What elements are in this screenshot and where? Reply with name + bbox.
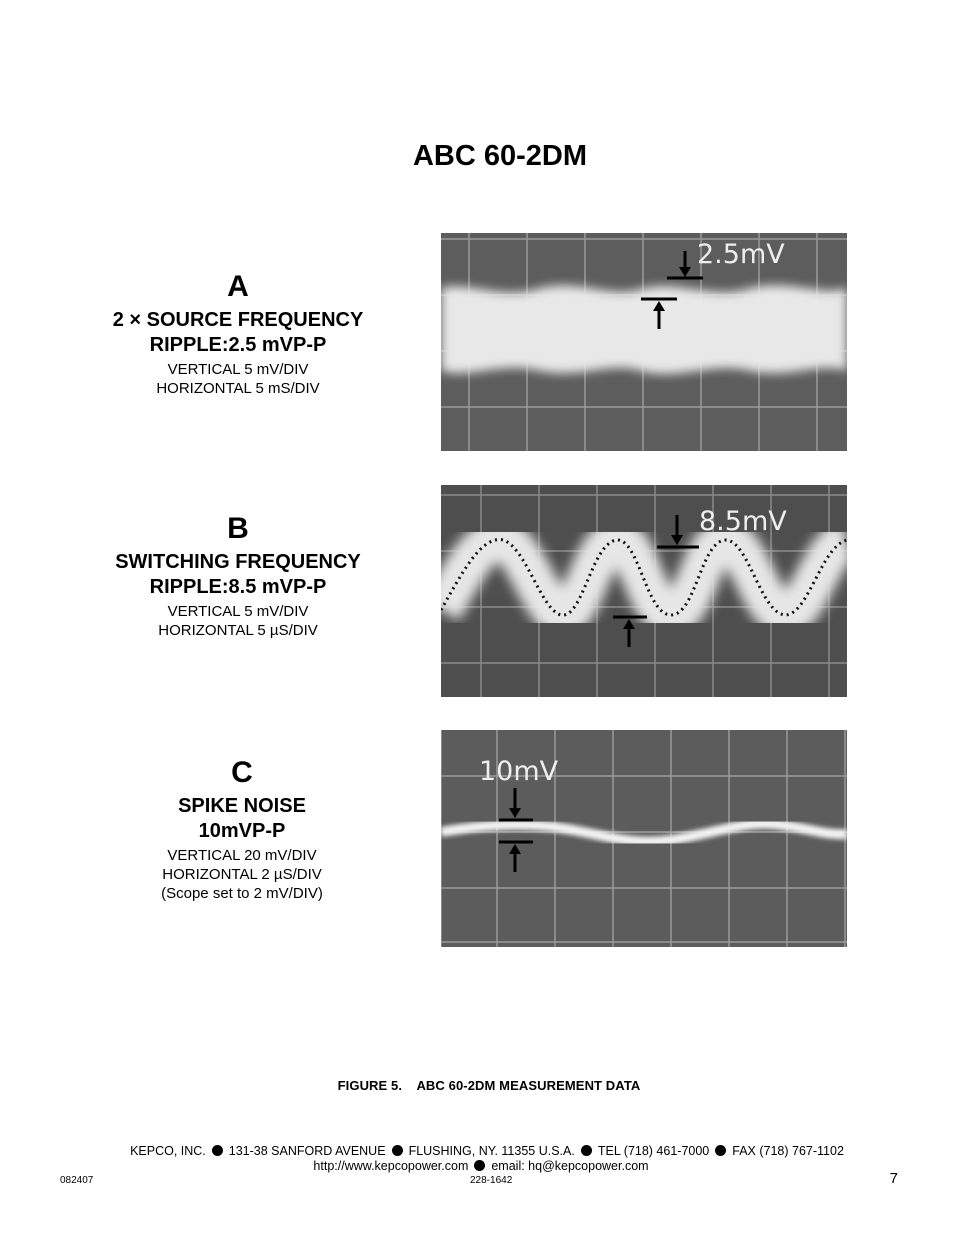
horizontal-scale: HORIZONTAL 2 µS/DIV (162, 866, 322, 883)
vertical-scale: VERTICAL 20 mV/DIV (167, 847, 317, 864)
panel-heading: SPIKE NOISE (178, 795, 306, 817)
figure-caption: FIGURE 5. ABC 60-2DM MEASUREMENT DATA (337, 1078, 641, 1093)
panel-heading: 10mVP-P (198, 820, 286, 842)
company-name: KEPCO, INC. (130, 1144, 206, 1158)
horizontal-scale: HORIZONTAL 5 µS/DIV (158, 622, 318, 639)
scope-setting-note: (Scope set to 2 mV/DIV) (161, 885, 323, 902)
email-link[interactable]: email: hq@kepcopower.com (491, 1159, 649, 1173)
vertical-scale: VERTICAL 5 mV/DIV (167, 603, 309, 620)
panel-letter: C (231, 756, 253, 789)
panel-heading: 2 × SOURCE FREQUENCY (112, 309, 364, 331)
city-address: FLUSHING, NY. 11355 U.S.A. (408, 1144, 575, 1158)
panel-heading: RIPPLE:8.5 mVP-P (149, 576, 327, 598)
panel-letter: B (227, 512, 249, 545)
footer-address-line (0, 1144, 954, 1158)
fax: FAX (718) 767-1102 (732, 1144, 844, 1158)
document-date: 082407 (60, 1175, 94, 1186)
scope-label: 10mV (479, 756, 559, 787)
page-number: 7 (889, 1170, 898, 1187)
document-number: 228-1642 (470, 1175, 513, 1186)
oscilloscope-image-b (441, 485, 847, 697)
panel-c-description (92, 756, 392, 903)
website-link[interactable]: http://www.kepcopower.com (313, 1159, 469, 1173)
bullet-icon (392, 1145, 403, 1156)
telephone: TEL (718) 461-7000 (597, 1144, 710, 1158)
oscilloscope-image-c (441, 730, 847, 947)
panel-heading: RIPPLE:2.5 mVP-P (149, 334, 327, 356)
scope-label: 8.5mV (699, 506, 787, 537)
panel-heading: SWITCHING FREQUENCY (115, 551, 361, 573)
scope-label: 2.5mV (697, 239, 785, 270)
horizontal-scale: HORIZONTAL 5 mS/DIV (156, 380, 320, 397)
page-title: ABC 60-2DM (412, 140, 588, 172)
street-address: 131-38 SANFORD AVENUE (228, 1144, 386, 1158)
bullet-icon (581, 1145, 592, 1156)
bullet-icon (715, 1145, 726, 1156)
bullet-icon (474, 1160, 485, 1171)
oscilloscope-image-a (441, 233, 847, 451)
scope-screen (441, 233, 847, 451)
vertical-scale: VERTICAL 5 mV/DIV (167, 361, 309, 378)
footer-web-line (0, 1159, 954, 1173)
bullet-icon (212, 1145, 223, 1156)
scope-screen (441, 485, 847, 697)
panel-letter: A (227, 270, 249, 303)
panel-b-description (88, 512, 388, 640)
panel-a-description (88, 270, 388, 398)
scope-screen (441, 730, 847, 947)
